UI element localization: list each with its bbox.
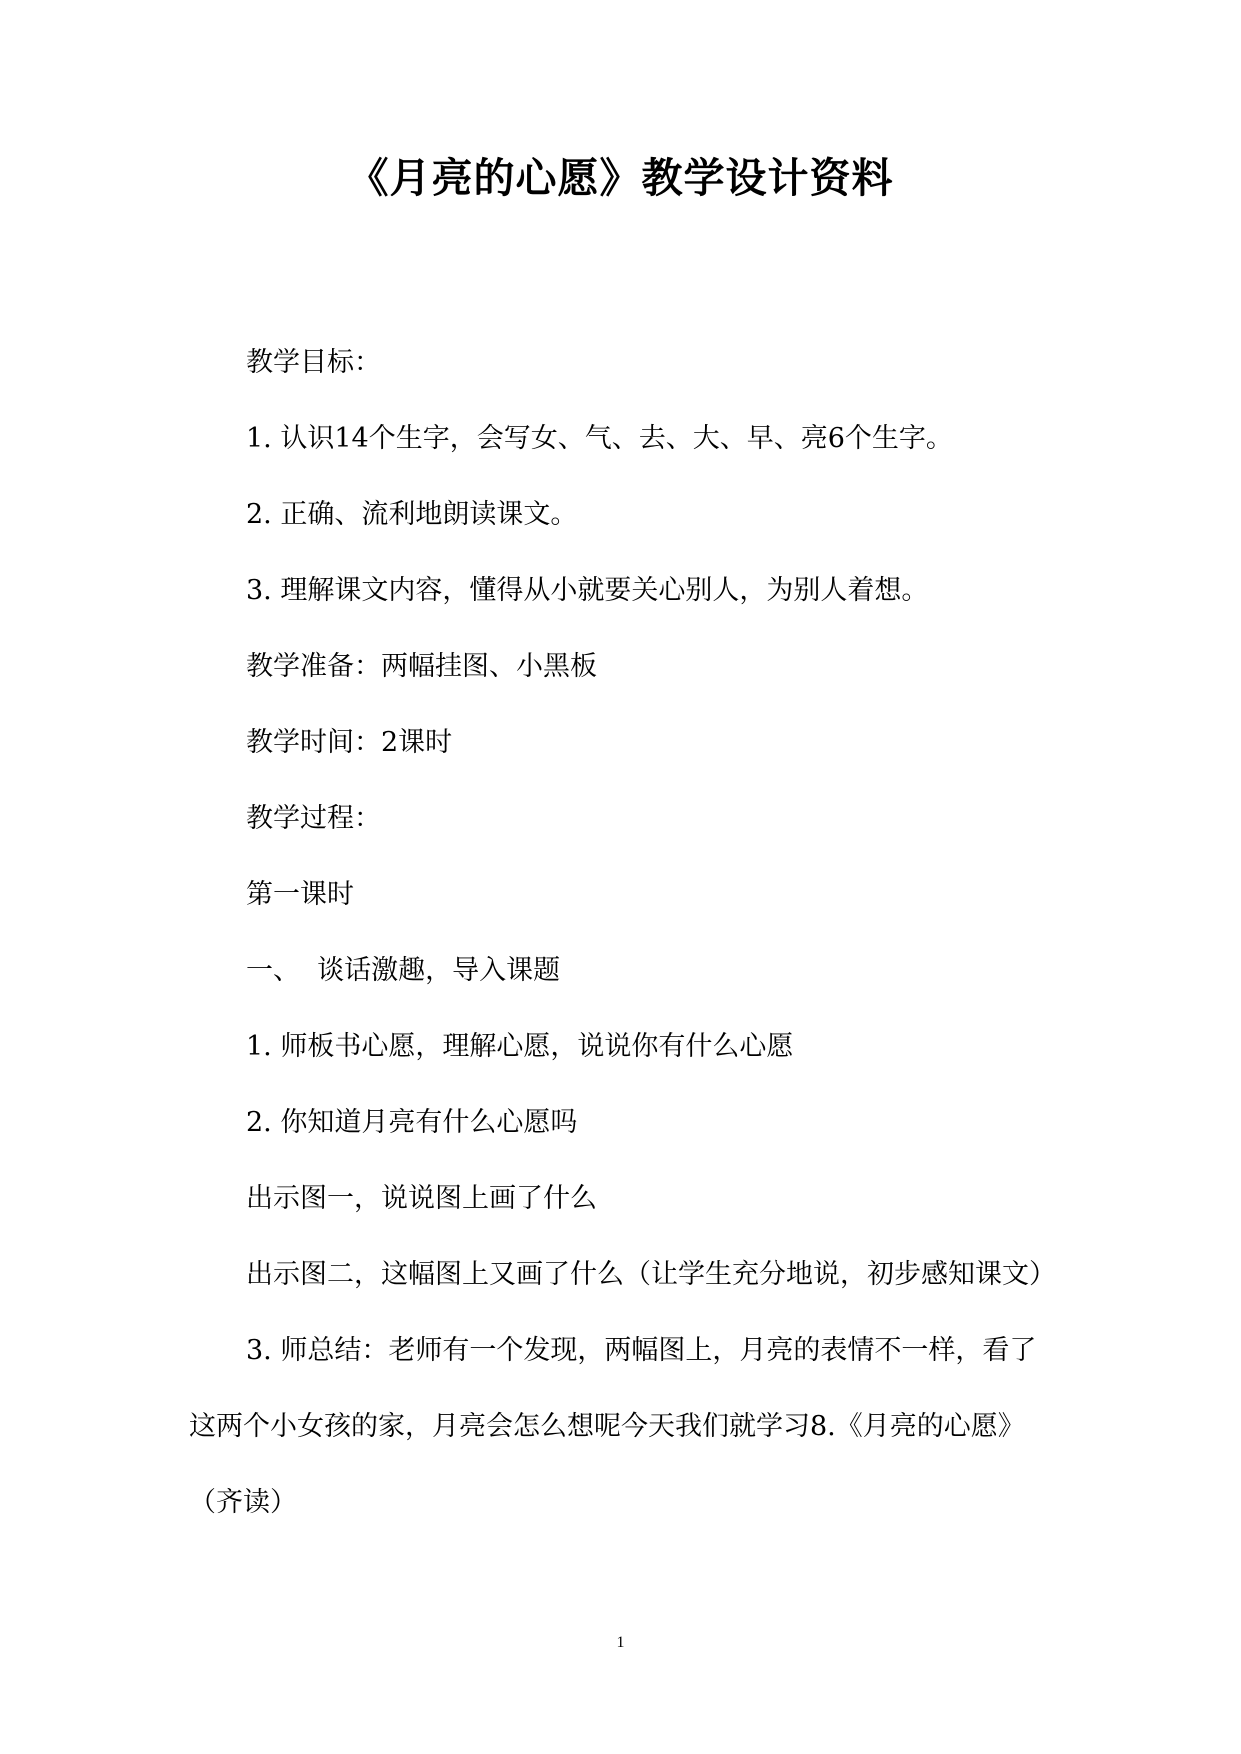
paragraph: 3. 理解课文内容，懂得从小就要关心别人，为别人着想。	[246, 575, 929, 606]
paragraph: 一、 谈话激趣，导入课题	[246, 955, 561, 986]
paragraph: 出示图一，说说图上画了什么	[246, 1183, 597, 1214]
paragraph: 出示图二，这幅图上又画了什么（让学生充分地说，初步感知课文）	[246, 1259, 1056, 1290]
paragraph: 教学时间：2课时	[246, 727, 453, 758]
page-number: 1	[616, 1634, 625, 1651]
paragraph: 第一课时	[246, 879, 354, 910]
paragraph: 2. 你知道月亮有什么心愿吗	[246, 1107, 578, 1138]
document-body	[189, 325, 1057, 1541]
paragraph: 1. 师板书心愿，理解心愿，说说你有什么心愿	[246, 1031, 794, 1062]
document-title: 《月亮的心愿》教学设计资料	[347, 154, 894, 202]
paragraph: 教学目标：	[246, 347, 381, 378]
paragraph: 1. 认识14个生字，会写女、气、去、大、早、亮6个生字。	[246, 423, 953, 454]
paragraph: 2. 正确、流利地朗读课文。	[246, 499, 578, 530]
paragraph: 3. 师总结：老师有一个发现，两幅图上，月亮的表情不一样，看了这两个小女孩的家，月亮会怎么想呢今天我们就学习8.《月亮的心愿》（齐读）	[189, 1335, 1037, 1518]
paragraph: 教学准备：两幅挂图、小黑板	[246, 651, 597, 682]
paragraph: 教学过程：	[246, 803, 381, 834]
